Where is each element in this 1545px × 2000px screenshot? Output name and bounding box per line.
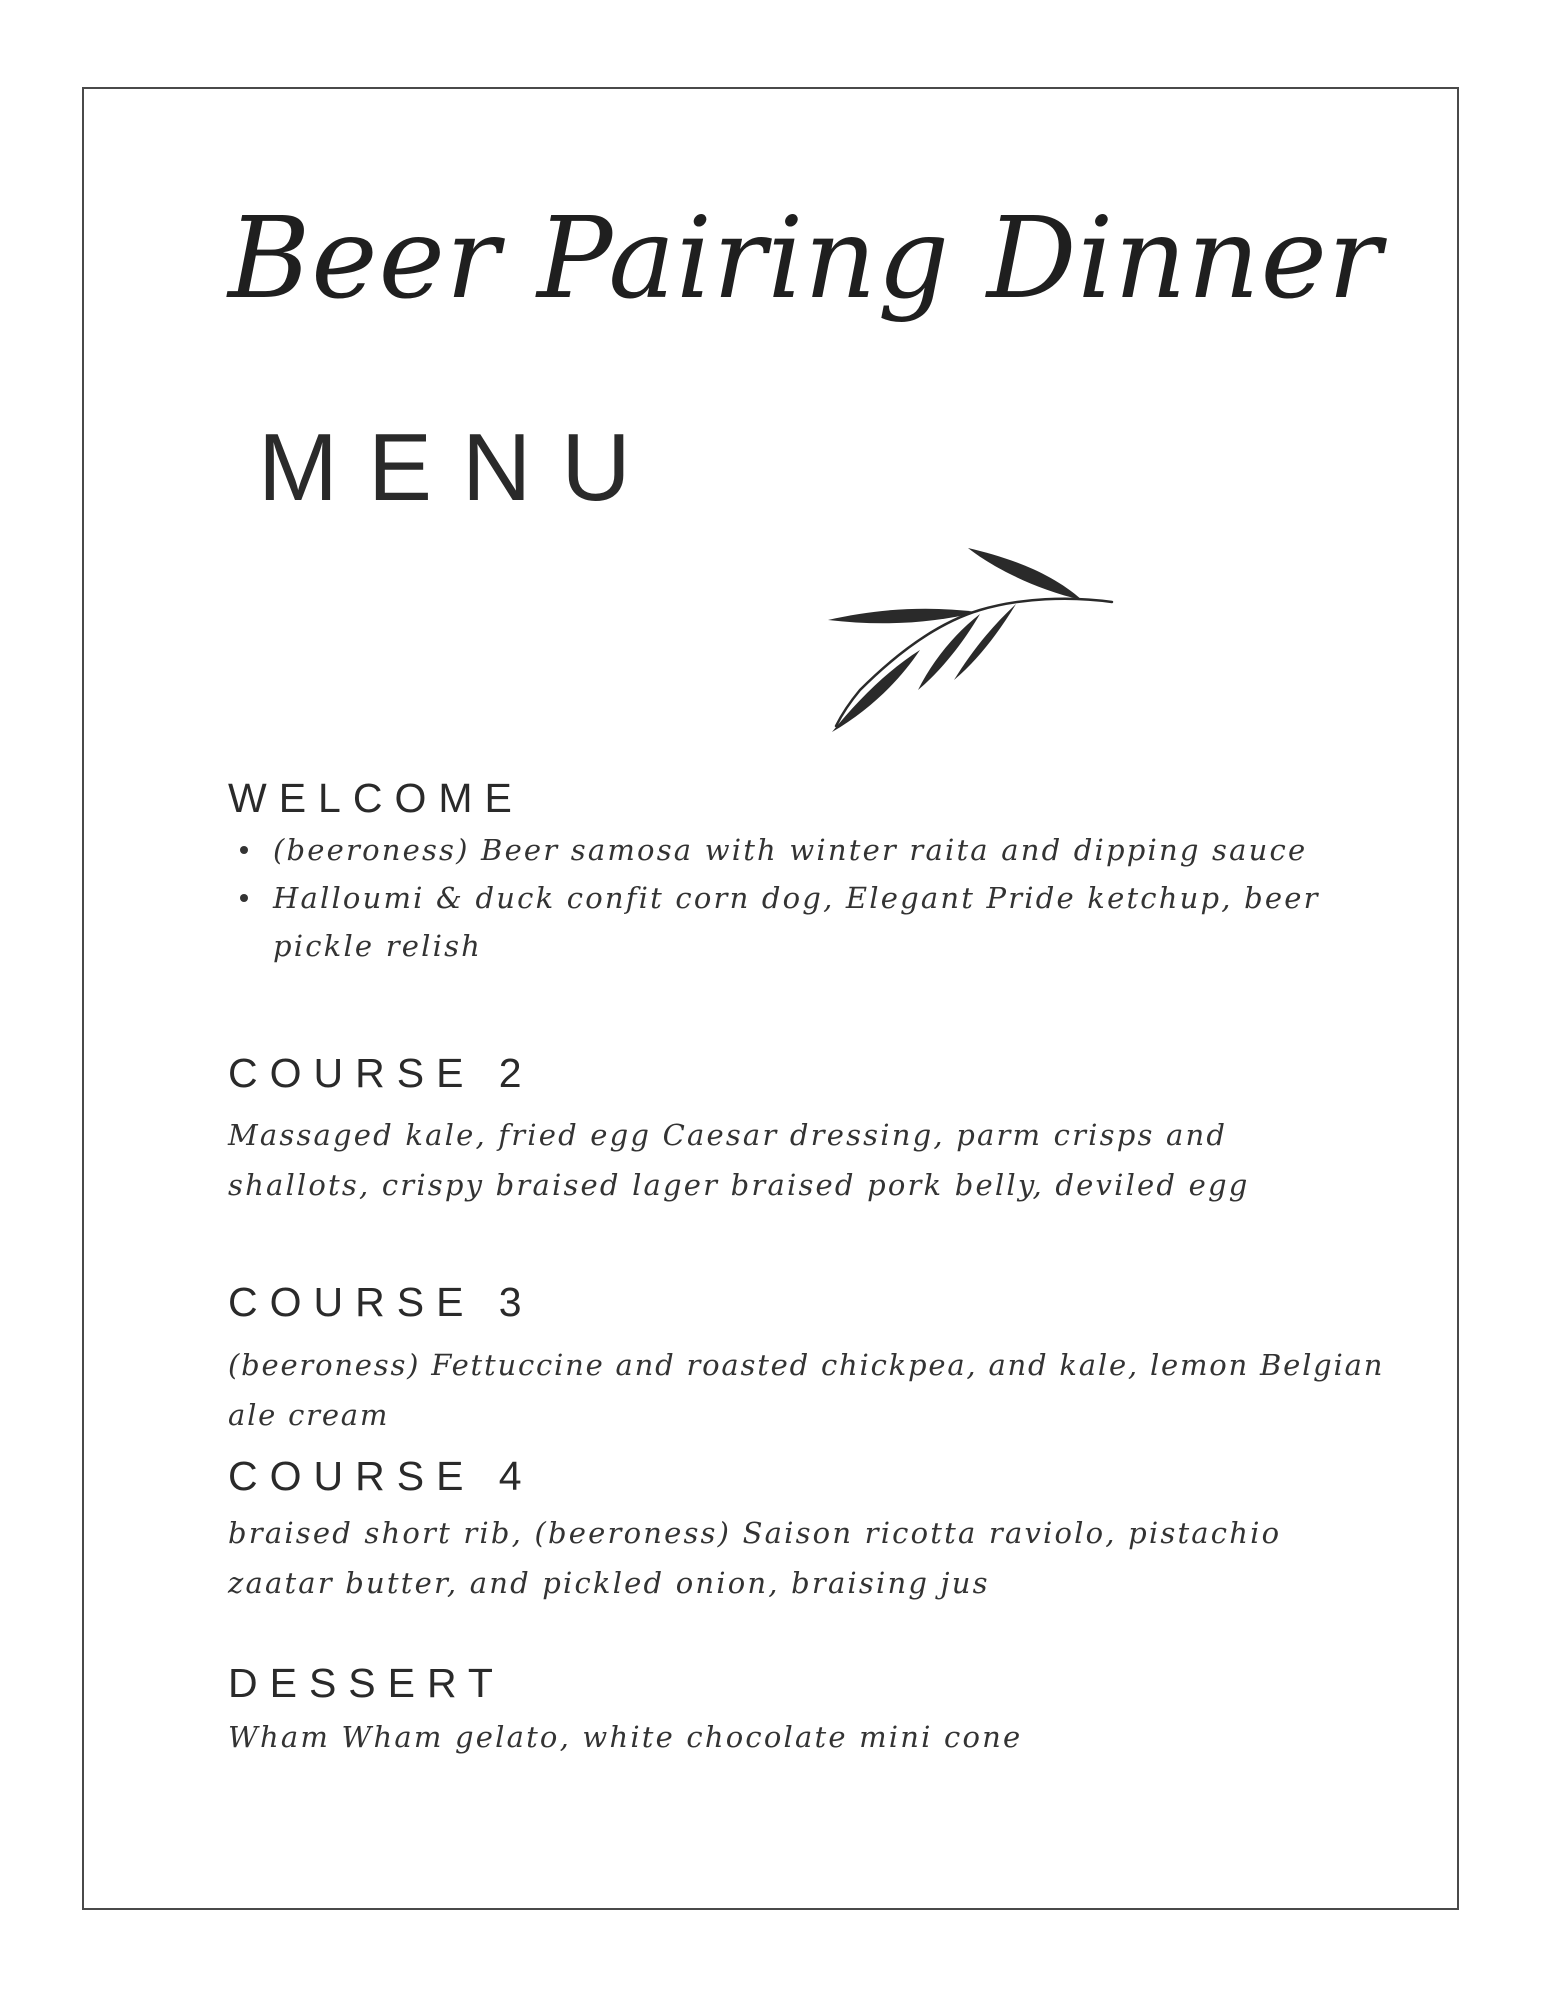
bullet-icon <box>240 846 248 854</box>
section-heading-course-2: COURSE 2 <box>228 1050 534 1096</box>
section-heading-welcome: WELCOME <box>228 775 524 821</box>
menu-border-frame <box>82 87 1459 1910</box>
welcome-item-2: Halloumi & duck confit corn dog, Elegant Pride ketchup, beer pickle relish <box>273 881 1320 963</box>
section-heading-course-4: COURSE 4 <box>228 1453 534 1499</box>
list-item <box>228 826 1328 874</box>
course-2-description: Massaged kale, fried egg Caesar dressing, parm crisps and shallots, crispy braised lager braised pork belly, deviled egg <box>228 1118 1250 1202</box>
welcome-item-1: (beeroness) Beer samosa with winter raita and dipping sauce <box>273 833 1308 867</box>
section-heading-course-3: COURSE 3 <box>228 1279 534 1325</box>
menu-title: Beer Pairing Dinner <box>228 194 1383 324</box>
menu-subtitle: MENU <box>258 414 661 521</box>
course-4-description: braised short rib, (beeroness) Saison ricotta raviolo, pistachio zaatar butter, and pickled onion, braising jus <box>228 1516 1282 1600</box>
section-heading-dessert: DESSERT <box>228 1660 505 1706</box>
leaf-sprig-icon <box>820 530 1120 740</box>
course-3-description: (beeroness) Fettuccine and roasted chickpea, and kale, lemon Belgian ale cream <box>228 1348 1385 1432</box>
welcome-list <box>228 826 1328 970</box>
list-item <box>228 874 1328 970</box>
dessert-description: Wham Wham gelato, white chocolate mini cone <box>228 1720 1023 1754</box>
bullet-icon <box>240 894 248 902</box>
